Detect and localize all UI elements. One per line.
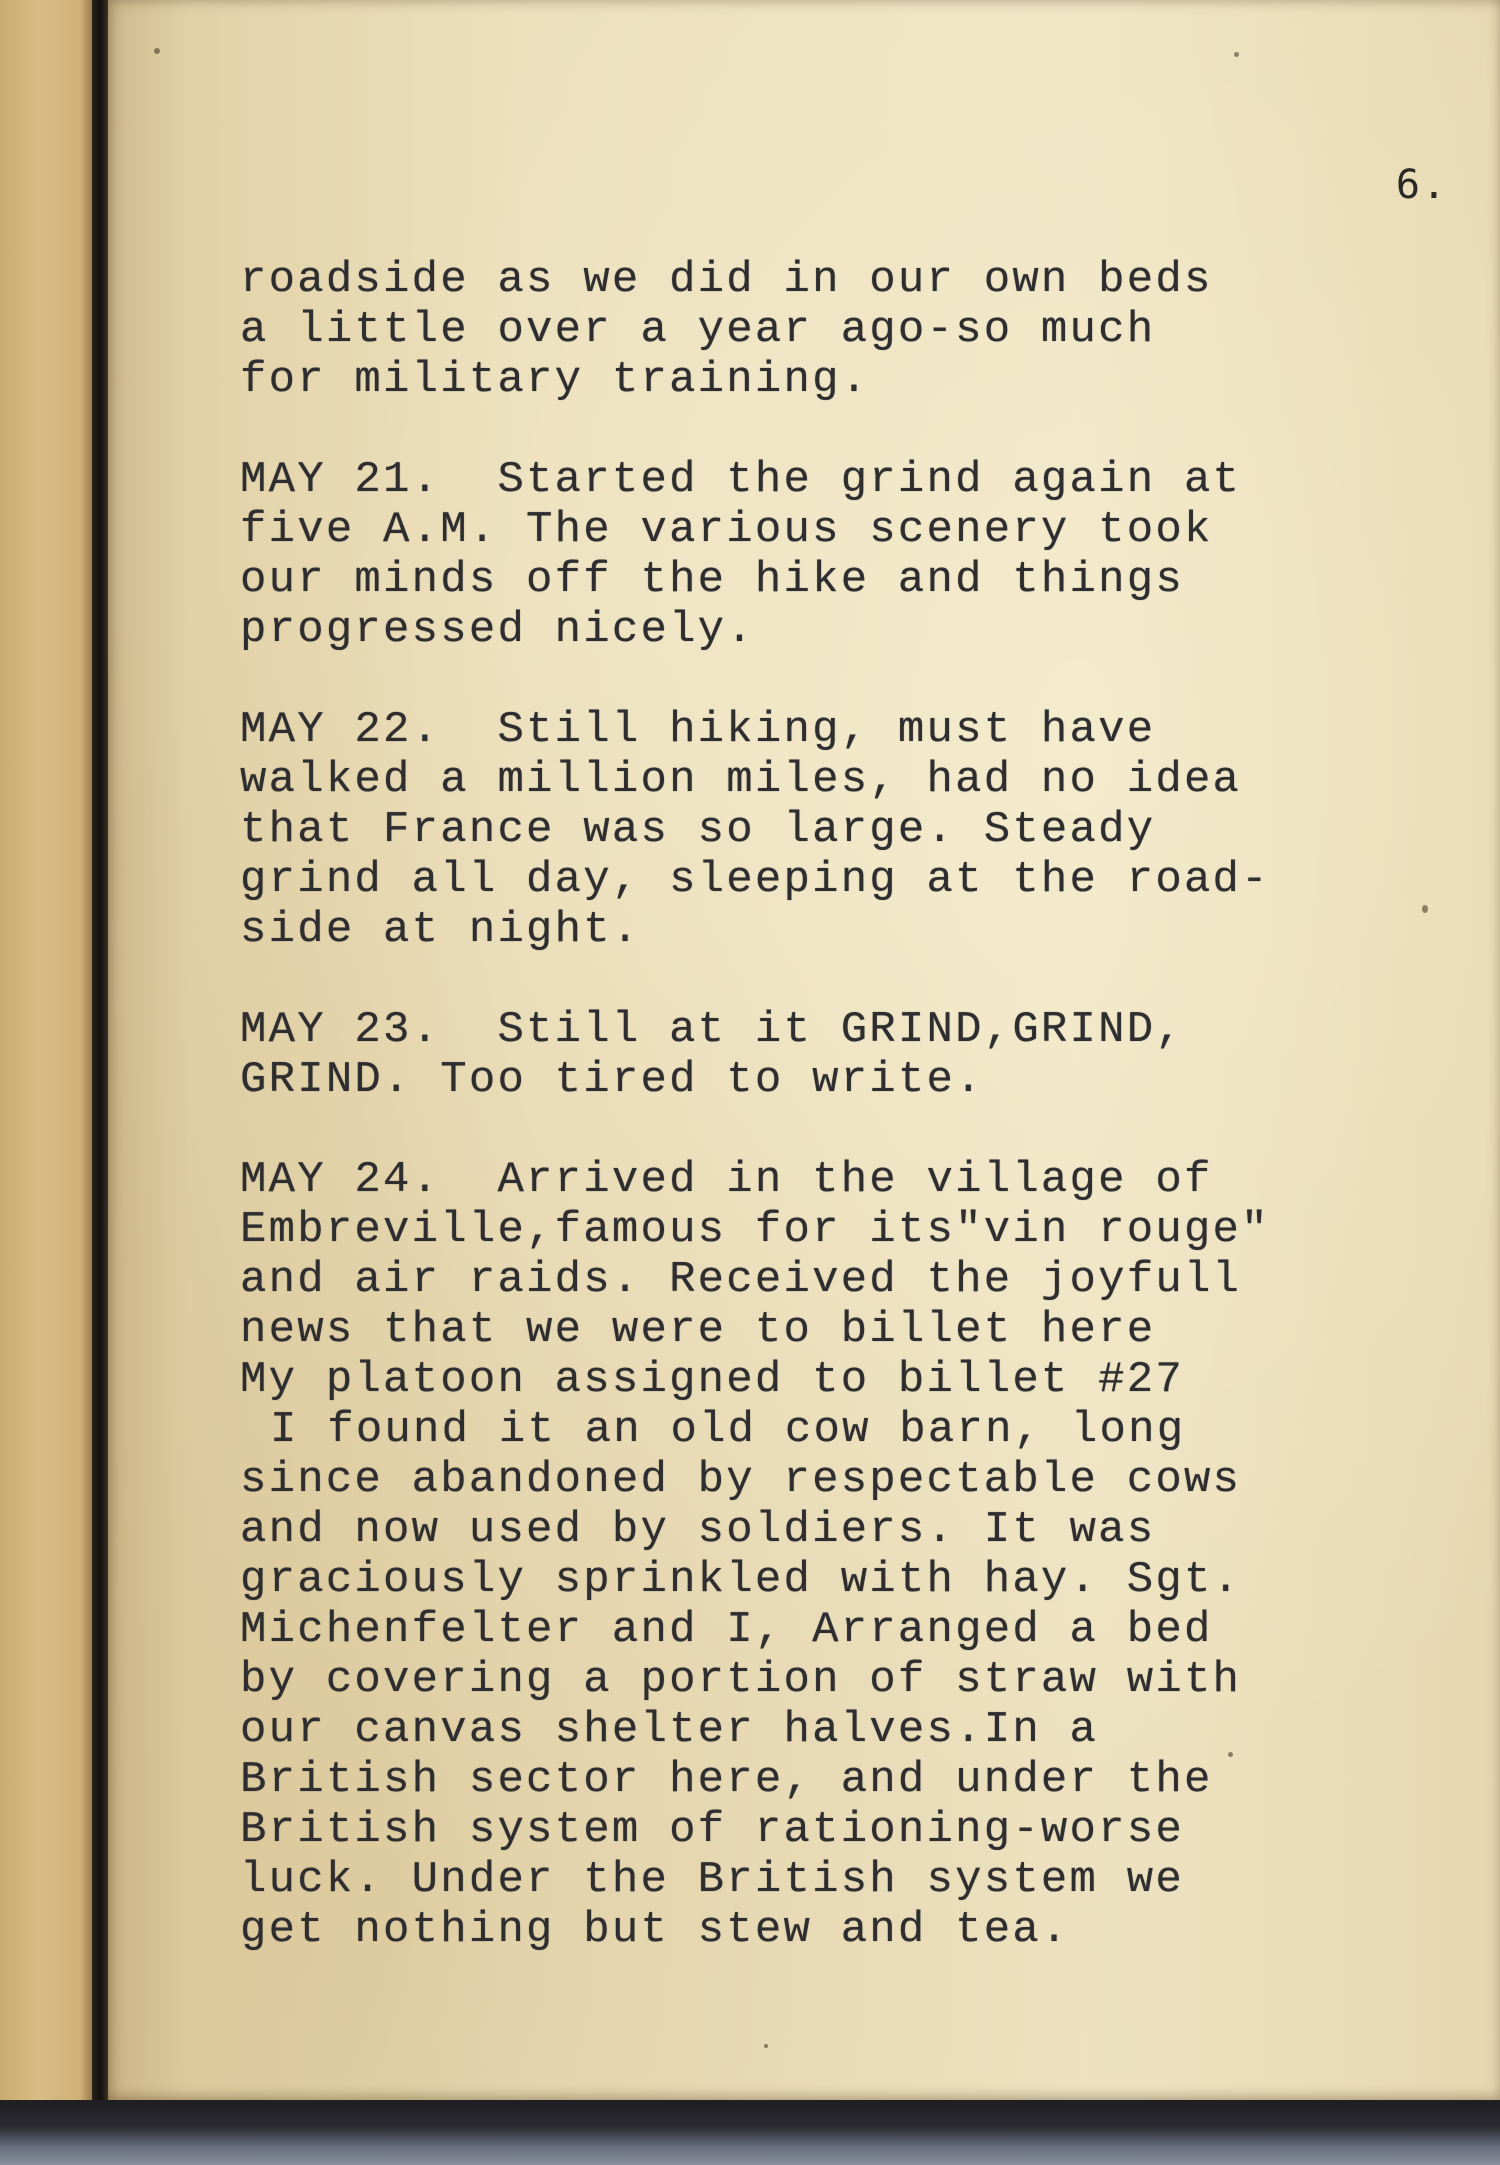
text-line: our canvas shelter halves.In a (240, 1705, 1099, 1755)
entry-may-24 (240, 1155, 1460, 1955)
paper-speck (154, 48, 160, 54)
text-line: My platoon assigned to billet #27 (240, 1355, 1184, 1405)
book-spine-shadow (92, 0, 108, 2110)
paragraph-roadside (240, 255, 1460, 405)
text-line: MAY 24. Arrived in the village of (240, 1155, 1213, 1205)
scan-background-edge (0, 2100, 1500, 2165)
text-line: British system of rationing-worse (240, 1805, 1184, 1855)
text-line: side at night. (240, 905, 641, 955)
typed-diary-text (240, 255, 1460, 1955)
text-line: our minds off the hike and things (240, 555, 1184, 605)
text-line: Embreville,famous for its"vin rouge" (240, 1205, 1270, 1255)
text-line: roadside as we did in our own beds (240, 255, 1213, 305)
text-line: a little over a year ago-so much (240, 305, 1156, 355)
text-line: news that we were to billet here (240, 1305, 1156, 1355)
text-line: since abandoned by respectable cows (240, 1455, 1242, 1505)
text-line: five A.M. The various scenery took (240, 505, 1213, 555)
text-line: grind all day, sleeping at the road- (240, 855, 1270, 905)
entry-may-21 (240, 455, 1460, 655)
text-line: for military training. (240, 355, 870, 405)
text-line: MAY 23. Still at it GRIND,GRIND, (240, 1005, 1184, 1055)
entry-may-22 (240, 705, 1460, 955)
text-line: progressed nicely. (240, 605, 755, 655)
text-line: and air raids. Received the joyfull (240, 1255, 1242, 1305)
page-number: 6. (1395, 162, 1448, 208)
text-line: walked a million miles, had no idea (240, 755, 1242, 805)
text-line: I found it an old cow barn, long (270, 1405, 1186, 1455)
text-line: by covering a portion of straw with (240, 1655, 1242, 1705)
text-line: that France was so large. Steady (240, 805, 1156, 855)
text-line: luck. Under the British system we (240, 1855, 1184, 1905)
text-line: get nothing but stew and tea. (240, 1905, 1070, 1955)
text-line: MAY 21. Started the grind again at (240, 455, 1242, 505)
paper-speck (1234, 52, 1239, 57)
facing-page-edge (0, 0, 100, 2110)
text-line: graciously sprinkled with hay. Sgt. (240, 1555, 1242, 1605)
diary-page (104, 0, 1500, 2104)
text-line: Michenfelter and I, Arranged a bed (240, 1605, 1213, 1655)
text-line: GRIND. Too tired to write. (240, 1055, 984, 1105)
entry-may-23 (240, 1005, 1460, 1105)
text-line: and now used by soldiers. It was (240, 1505, 1156, 1555)
text-line: MAY 22. Still hiking, must have (240, 705, 1156, 755)
text-line: British sector here, and under the (240, 1755, 1213, 1805)
paper-speck (764, 2044, 768, 2048)
